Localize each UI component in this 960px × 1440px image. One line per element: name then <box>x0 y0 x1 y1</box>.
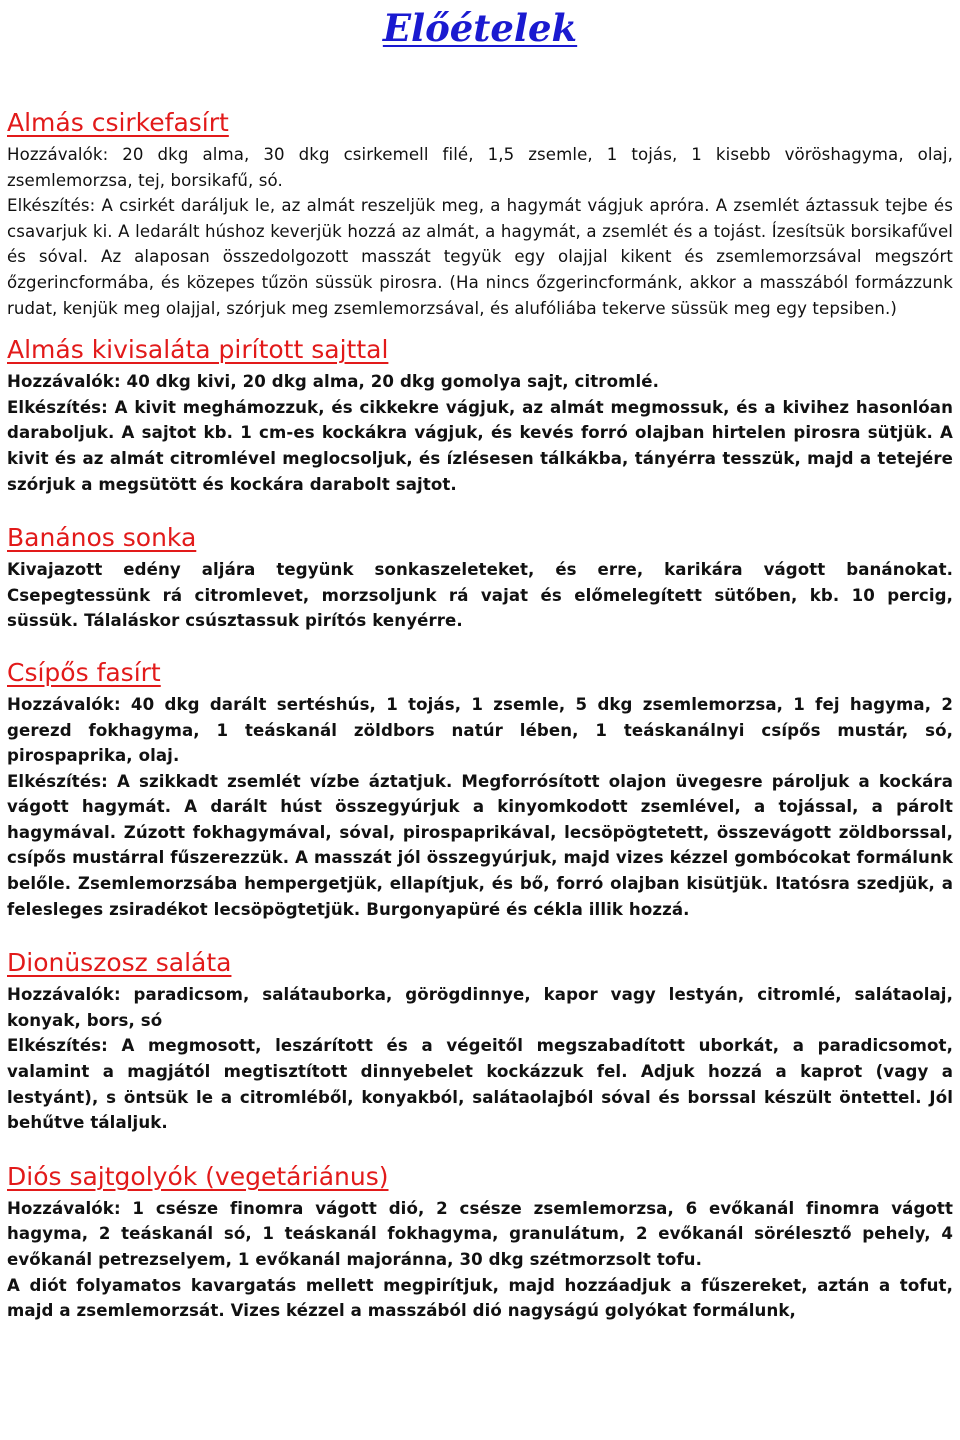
recipe-dionuszosz-salata <box>7 948 953 1136</box>
recipe-almas-kivisalata <box>7 335 953 497</box>
recipe-instructions: A diót folyamatos kavargatás mellett megpirítjuk, majd hozzáadjuk a fűszereket, aztán a tofut, majd a zsemlemorzsát. Vizes kézzel a masszából dió nagyságú golyókat formálunk, <box>7 1275 953 1321</box>
recipe-ingredients: Hozzávalók: paradicsom, salátauborka, görögdinnye, kapor vagy lestyán, citromlé, salátaolaj, konyak, bors, só <box>7 985 953 1030</box>
recipe-title: Dionüszosz saláta <box>7 948 232 978</box>
recipe-bananos-sonka <box>7 523 953 634</box>
recipe-title: Banános sonka <box>7 523 197 553</box>
recipe-ingredients: Hozzávalók: 40 dkg kivi, 20 dkg alma, 20 dkg gomolya sajt, citromlé. <box>7 372 660 392</box>
page-title: Előételek <box>382 6 578 50</box>
recipe-almas-csirkefasirt <box>7 108 953 321</box>
recipe-instructions: Kivajazott edény aljára tegyünk sonkaszeleteket, és erre, karikára vágott banánokat. Csepegtessünk rá citromlevet, morzsoljunk rá vajat és előmelegített sütőben, kb. 10 percig, süssük. Tálaláskor csúsztassuk pirítós kenyérre. <box>7 560 953 631</box>
recipe-instructions: Elkészítés: A csirkét daráljuk le, az almát reszeljük meg, a hagymát vágjuk apróra. A zsemlét áztassuk tejbe és csavarjuk ki. A ledarált húshoz keverjük hozzá az almát, a hagymát, a zsemlét és a tojást. Ízesítsük borsikafűvel és sóval. Az alaposan összedolgozott masszát tegyük egy olajjal kikent és zsemlemorzsával megszórt őzgerincformába, és közepes tűzön süssük pirosra. (Ha nincs őzgerincformánk, akkor a masszából formázzunk rudat, kenjük meg olajjal, szórjuk meg zsemlemorzsával, és alufóliába tekerve süssük meg egy tepsiben.) <box>7 196 953 318</box>
recipe-ingredients: Hozzávalók: 20 dkg alma, 30 dkg csirkemell filé, 1,5 zsemle, 1 tojás, 1 kisebb vöröshagyma, olaj, zsemlemorzsa, tej, borsikafű, só. <box>7 145 953 190</box>
recipe-title: Almás kivisaláta pirított sajttal <box>7 335 389 365</box>
recipe-instructions: Elkészítés: A megmosott, leszárított és a végeitől megszabadított uborkát, a paradicsomot, valamint a magjától megtisztított dinnyebelet kockázzuk fel. Adjuk hozzá a kaprot (vagy a lestyánt), s öntsük le a citromléből, konyakból, salátaolajból sóval és borssal készült öntettel. Jól behűtve tálaljuk. <box>7 1036 953 1133</box>
recipe-title: Almás csirkefasírt <box>7 108 229 137</box>
recipe-title: Diós sajtgolyók (vegetáriánus) <box>7 1161 389 1191</box>
recipe-ingredients: Hozzávalók: 1 csésze finomra vágott dió, 2 csésze zsemlemorzsa, 6 evőkanál finomra vágott hagyma, 2 teáskanál só, 1 teáskanál fokhagyma, granulátum, 2 evőkanál sörélesztő pehely, 4 evőkanál petrezselyem, 1 evőkanál majoránna, 30 dkg szétmorzsolt tofu. <box>7 1198 953 1269</box>
recipe-instructions: Elkészítés: A szikkadt zsemlét vízbe áztatjuk. Megforrósított olajon üvegesre pároljuk a kockára vágott hagymát. A darált húst összegyúrjuk a kinyomkodott zsemlével, a tojással, a párolt hagymával. Zúzott fokhagymával, sóval, pirospaprikával, lecsöpögtetett, összevágott zöldborssal, csípős mustárral fűszerezzük. A masszát jól összegyúrjuk, majd vizes kézzel gombócokat formálunk belőle. Zsemlemorzsába hempergetjük, ellapítjuk, és bő, forró olajban kisütjük. Itatósra szedjük, a felesleges zsiradékot lecsöpögtetjük. Burgonyapüré és cékla illik hozzá. <box>7 771 953 919</box>
recipe-title: Csípős fasírt <box>7 657 161 687</box>
recipe-csipos-fasirt <box>7 658 953 922</box>
recipe-ingredients: Hozzávalók: 40 dkg darált sertéshús, 1 tojás, 1 zsemle, 5 dkg zsemlemorzsa, 1 fej hagyma, 2 gerezd fokhagyma, 1 teáskanál zöldbors natúr lében, 1 teáskanálnyi csípős mustár, só, pirospaprika, olaj. <box>7 694 953 766</box>
recipe-dios-sajtgolyok <box>7 1162 953 1324</box>
recipe-instructions: Elkészítés: A kivit meghámozzuk, és cikkekre vágjuk, az almát megmossuk, és a kivihez hasonlóan daraboljuk. A sajtot kb. 1 cm-es kockákra vágjuk, és kevés forró olajban hirtelen pirosra sütjük. A kivit és az almát citromlével meglocsoljuk, és ízlésesen tálkákba, tányérra tesszük, majd a tetejére szórjuk a megsütött és kockára darabolt sajtot. <box>7 397 953 494</box>
